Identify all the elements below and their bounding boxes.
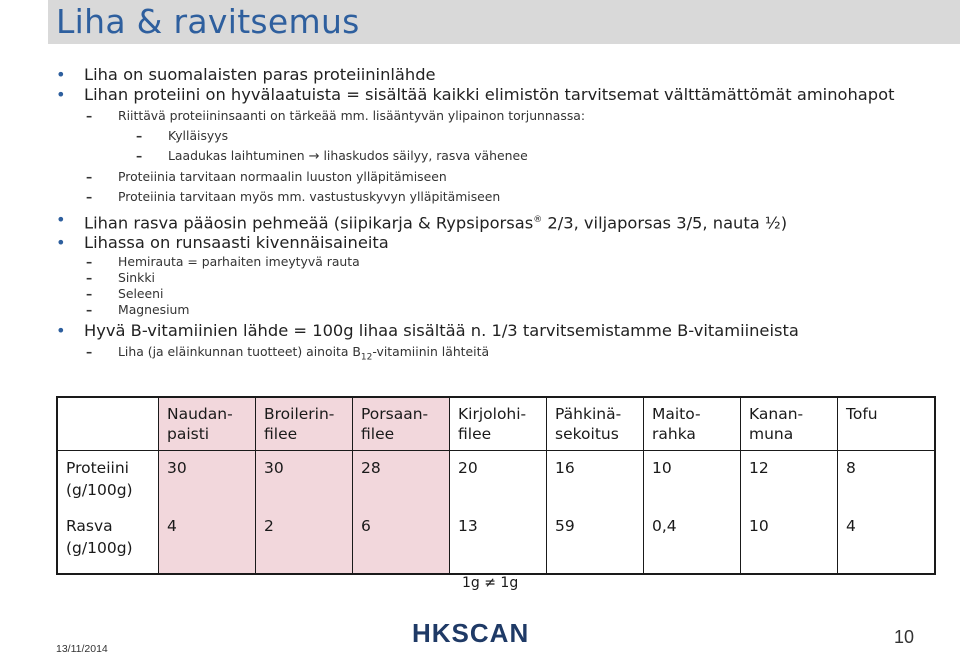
table-cell: 30: [256, 451, 353, 510]
bullet-fat-quality: [56, 211, 936, 232]
table-cell: 4: [159, 509, 256, 574]
table-cell: 6: [353, 509, 450, 574]
page-number: 10: [894, 627, 915, 647]
bullet-minerals: • Lihassa on runsaasti kivennäisaineita: [56, 234, 936, 252]
registered-mark: ®: [533, 215, 543, 225]
sub-b12: [56, 342, 936, 367]
table-cell: 20: [450, 451, 547, 510]
right-arrow-icon: →: [308, 149, 320, 164]
b12-text-pre: Liha (ja eläinkunnan tuotteet) ainoita B: [118, 344, 361, 360]
column-header: Naudan- paisti: [159, 397, 256, 451]
table-row: [57, 451, 935, 510]
footnote: 1g ≠ 1g: [462, 575, 519, 591]
b12-text-post: -vitamiinin lähteitä: [372, 344, 490, 360]
sub-immunity: – Proteiinia tarvitaan myös mm. vastustuskyvyn ylläpitämiseen: [56, 187, 936, 207]
table-cell: 30: [159, 451, 256, 510]
sub-zinc: – Sinkki: [56, 270, 936, 286]
bullet-list: [56, 66, 936, 368]
table-cell: 4: [838, 509, 936, 574]
table-corner-cell: [57, 397, 159, 451]
table-cell: 13: [450, 509, 547, 574]
fat-text-pre: Lihan rasva pääosin pehmeää (siipikarja & Rypsiporsas: [84, 213, 534, 233]
sub-weight-loss: [56, 146, 936, 167]
table-cell: 10: [644, 451, 741, 510]
table-cell: 10: [741, 509, 838, 574]
column-header: Kanan- muna: [741, 397, 838, 451]
sub-heme-iron: – Hemirauta = parhaiten imeytyvä rauta: [56, 254, 936, 270]
row-header: Proteiini (g/100g): [57, 451, 159, 510]
sub-satiety: – Kylläisyys: [56, 126, 936, 146]
b12-subscript: 12: [360, 352, 373, 363]
table-header-row: [57, 397, 935, 451]
table-cell: 0,4: [644, 509, 741, 574]
weight-loss-text: Laadukas laihtuminen: [168, 148, 305, 163]
column-header: Maito- rahka: [644, 397, 741, 451]
weight-loss-result: lihaskudos säilyy, rasva vähenee: [323, 148, 528, 163]
footer-date: 13/11/2014: [56, 643, 108, 655]
column-header: Kirjolohi- filee: [450, 397, 547, 451]
table-cell: 8: [838, 451, 936, 510]
column-header: Tofu: [838, 397, 936, 451]
fat-text-post: 2/3, viljaporsas 3/5, nauta ½): [542, 213, 788, 233]
column-header: Porsaan- filee: [353, 397, 450, 451]
sub-protein-intake: – Riittävä proteiininsaanti on tärkeää mm. lisääntyvän ylipainon torjunnassa:: [56, 106, 936, 126]
table-cell: 28: [353, 451, 450, 510]
table-cell: 59: [547, 509, 644, 574]
sub-bone-health: – Proteiinia tarvitaan normaalin luuston ylläpitämiseen: [56, 167, 936, 187]
hkscan-logo: HKSCAN: [412, 618, 530, 648]
row-header: Rasva (g/100g): [57, 509, 159, 574]
column-header: Pähkinä- sekoitus: [547, 397, 644, 451]
column-header: Broilerin- filee: [256, 397, 353, 451]
sub-selenium: – Seleeni: [56, 286, 936, 302]
sub-magnesium: – Magnesium: [56, 302, 936, 318]
page-title: Liha & ravitsemus: [56, 2, 360, 41]
bullet-protein-source: • Liha on suomalaisten paras proteiininlähde: [56, 66, 936, 84]
bullet-protein-quality: • Lihan proteiini on hyvälaatuista = sisältää kaikki elimistön tarvitsemat välttämättömät aminohapot: [56, 86, 936, 104]
nutrition-table: [56, 396, 936, 575]
table-cell: 2: [256, 509, 353, 574]
table-row: [57, 509, 935, 574]
bullet-b-vitamins: • Hyvä B-vitamiinien lähde = 100g lihaa sisältää n. 1/3 tarvitsemistamme B-vitamiineista: [56, 322, 936, 340]
table-cell: 12: [741, 451, 838, 510]
table-cell: 16: [547, 451, 644, 510]
